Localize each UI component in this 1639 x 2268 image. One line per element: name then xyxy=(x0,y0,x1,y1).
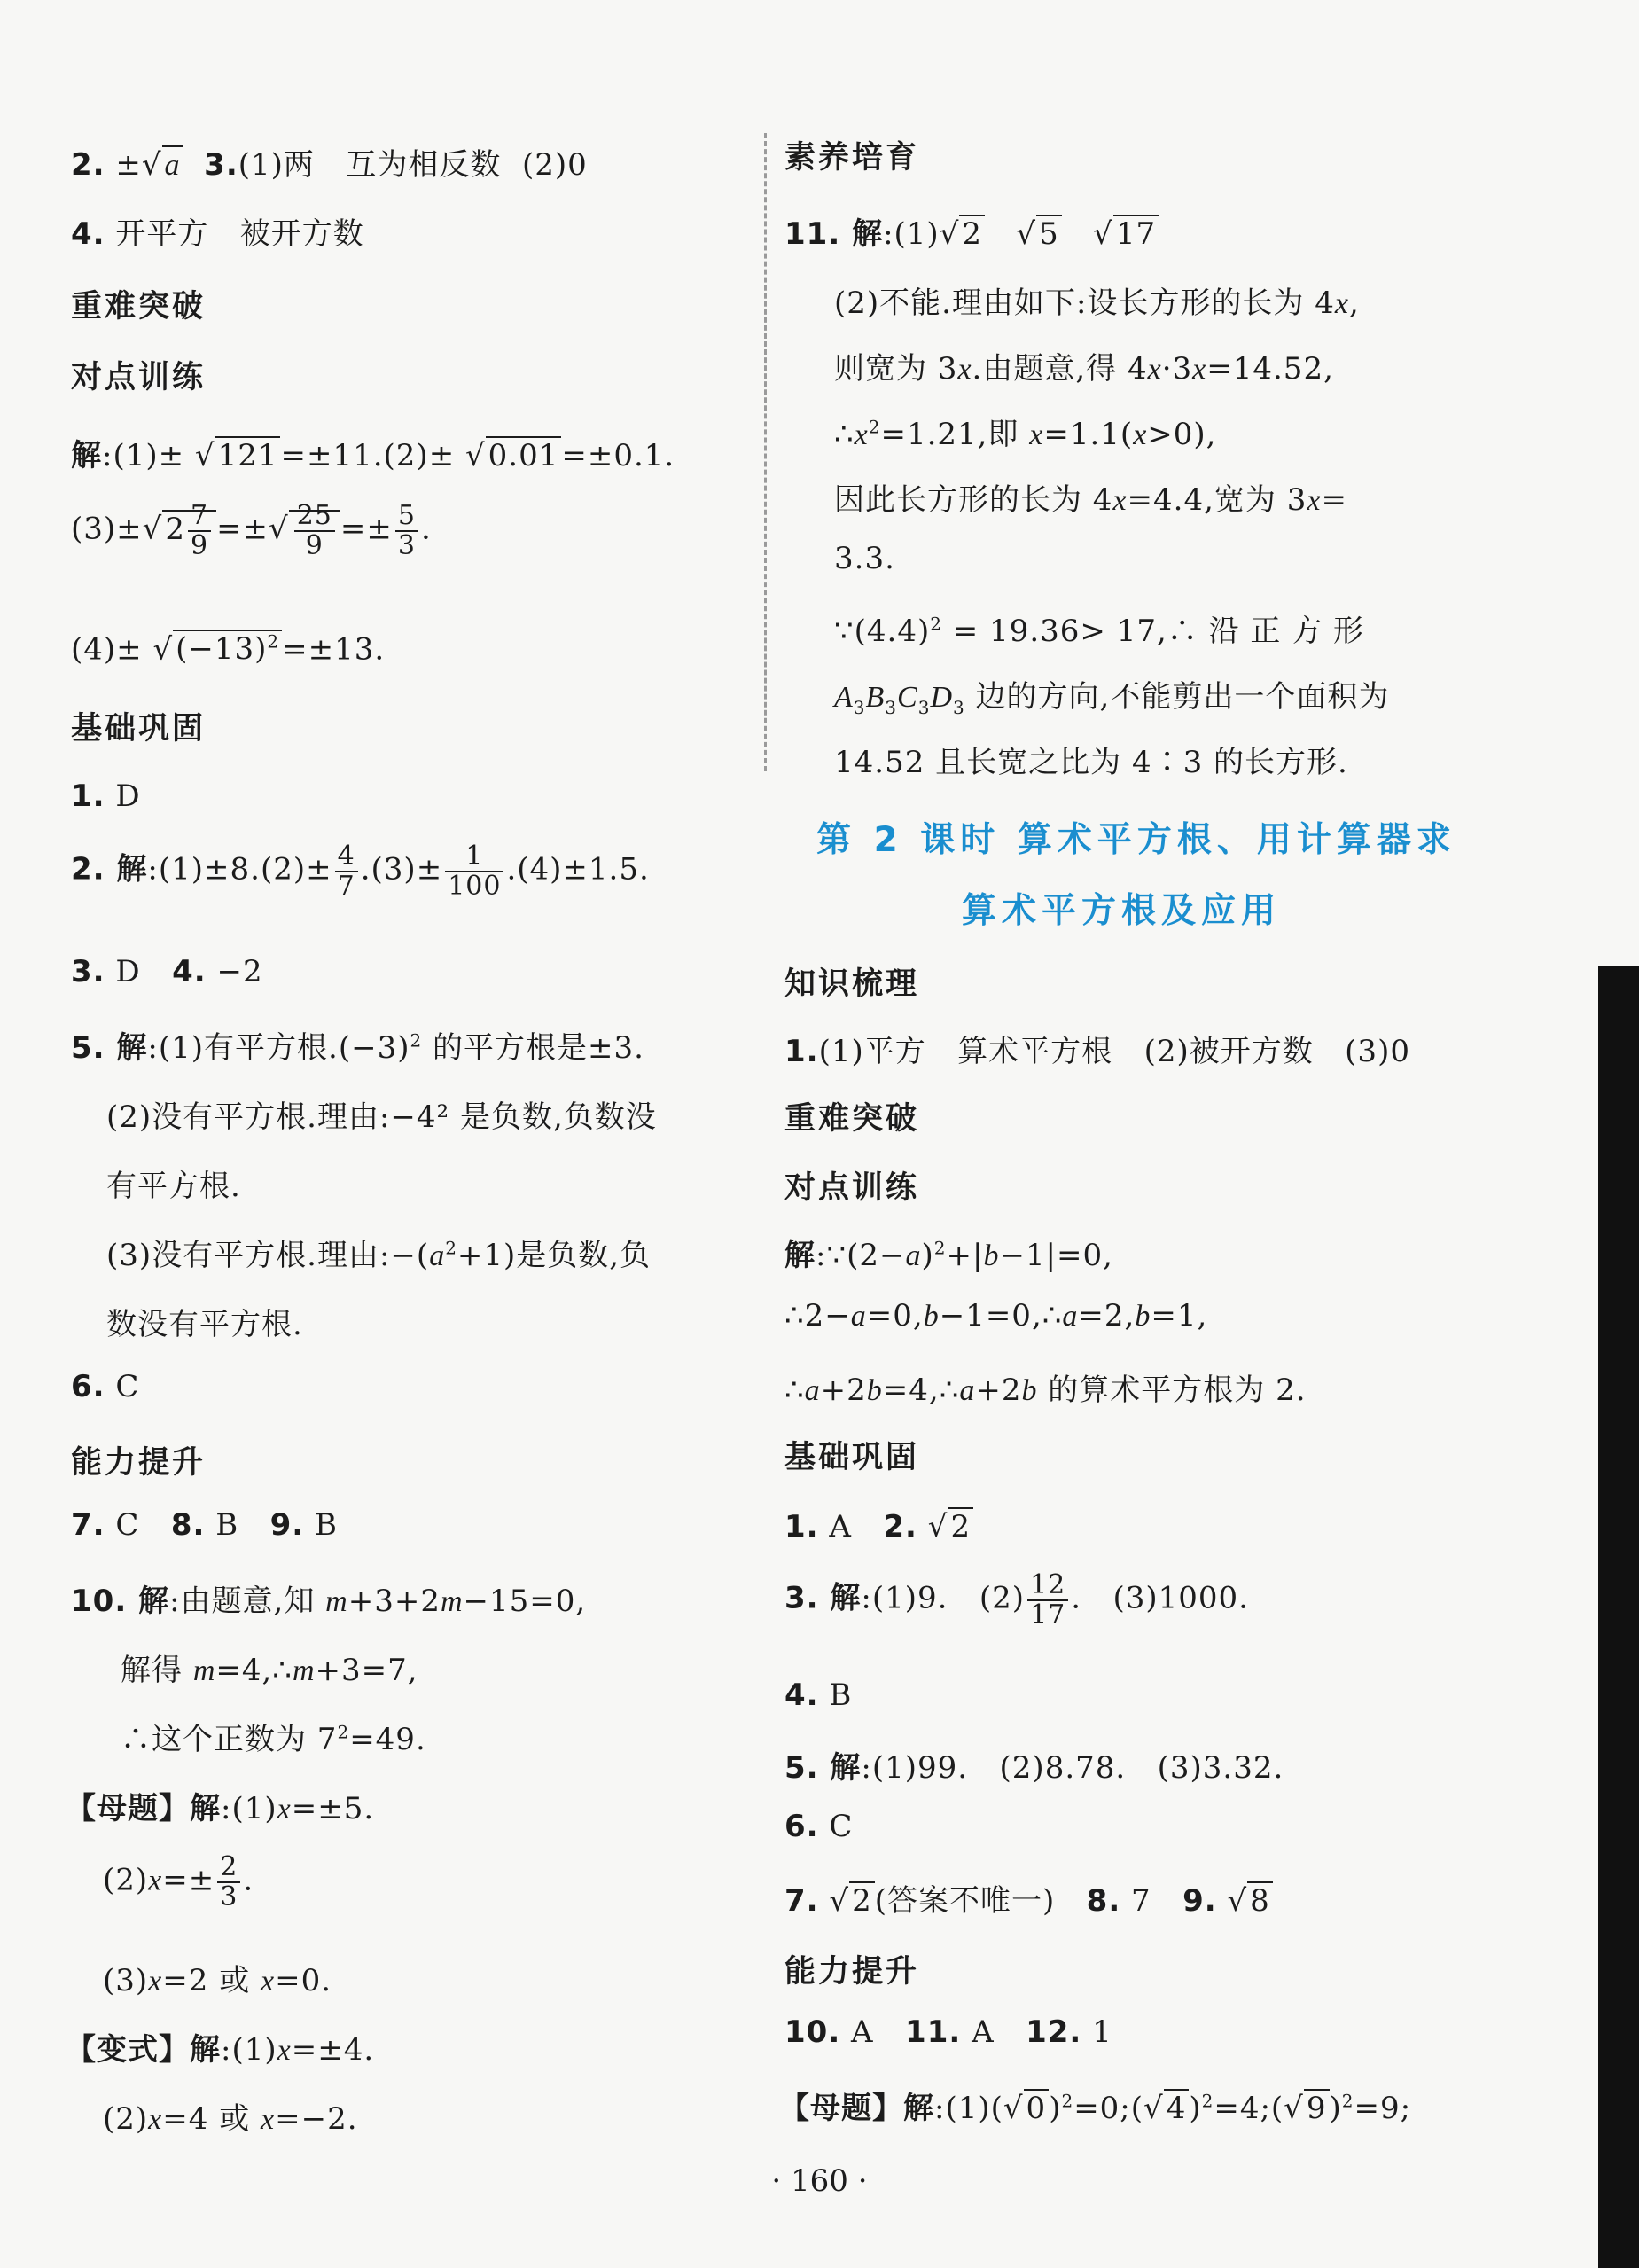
answer-line: 【母题】解:(1)x=±5. xyxy=(66,1791,375,1826)
lesson-title: 第 2 课时 算术平方根、用计算器求 xyxy=(816,820,1456,860)
answer-line: (3)没有平方根.理由$:-(a^2+1)$是负数,负 xyxy=(106,1237,652,1273)
subsection-heading: 对点训练 xyxy=(71,360,207,395)
section-heading: 基础巩固 xyxy=(71,711,207,747)
answer-line: 解:(1)± √121=±11.(2)± √0.01=±0.1. xyxy=(71,438,675,473)
section-heading: 素养培育 xyxy=(784,140,920,176)
answer-line: ∴这个正数为 $7^2=49$. xyxy=(121,1721,426,1757)
section-heading: 能力提升 xyxy=(71,1445,207,1481)
answer-line: 【母题】解$:(1)(√0)^2=0;(√4)^2=4;(√9)^2=9$; xyxy=(779,2090,1412,2126)
lesson-title: 算术平方根及应用 xyxy=(962,891,1282,931)
answer-line: 4. B xyxy=(784,1678,853,1713)
answer-line: (3)x=2 或 x=0. xyxy=(103,1963,332,1998)
answer-line: $A_3B_3C_3D_3$ 边的方向,不能剪出一个面积为 xyxy=(834,679,1390,718)
section-heading: 知识梳理 xyxy=(784,966,920,1002)
answer-line: 3.3. xyxy=(834,541,895,576)
answer-line: 有平方根. xyxy=(106,1169,241,1204)
answer-line: 10. 解:由题意,知 m+3+2m−15=0, xyxy=(71,1584,587,1619)
answer-line: 因此长方形的长为 4x=4.4,宽为 3x= xyxy=(834,482,1347,518)
answer-line: 解得 m=4,∴m+3=7, xyxy=(121,1653,418,1688)
answer-line: 【变式】解:(1)x=±4. xyxy=(66,2032,375,2068)
answer-line: 7. C 8. B 9. B xyxy=(71,1507,338,1543)
section-heading: 重难突破 xyxy=(784,1101,920,1137)
scan-edge-shadow xyxy=(1598,966,1639,2268)
answer-line: 11. 解:(1)√2 √5 √17 xyxy=(784,209,1159,253)
answer-line: 3. 解:(1)9. (2) $\frac{12}{17}$ . (3)1000. xyxy=(784,1569,1249,1631)
answer-line: 1. A 2. √2 xyxy=(784,1509,973,1545)
answer-line: 7. √2(答案不唯一) 8. 7 9. √8 xyxy=(784,1876,1273,1920)
answer-line: 14.52 且长宽之比为 4∶3 的长方形. xyxy=(834,745,1348,780)
answer-line: (2)不能.理由如下:设长方形的长为 4x, xyxy=(834,285,1360,321)
section-heading: 重难突破 xyxy=(71,289,207,325)
answer-line: $\because(4.4)^2 = 19.36>$ 17,∴ 沿 正 方 形 xyxy=(834,613,1365,649)
section-heading: 基础巩固 xyxy=(784,1440,920,1475)
answer-line: 2. ±√a 3.(1)两 互为相反数 (2)0 xyxy=(71,147,588,183)
answer-line: 解$:\because(2-a)^2+|b-1|=0$, xyxy=(784,1237,1113,1273)
answer-line: (3)±√2 $\frac{7}{9}$ =±√ $\frac{25}{9}$ =± $\frac{5}{3}$ . xyxy=(71,500,432,561)
answer-line: 5. 解:(1)有平方根$.(-3)^2$ 的平方根是±3. xyxy=(71,1029,644,1066)
answer-line: 1. D xyxy=(71,778,141,814)
answer-line: 1.(1)平方 算术平方根 (2)被开方数 (3)0 xyxy=(784,1034,1410,1069)
answer-line: 4. 开平方 被开方数 xyxy=(71,216,364,252)
answer-line: $(4)\pm √(-13)^2=\pm 13$. xyxy=(71,631,386,668)
answer-line: 则宽为 3x.由题意,得 4x·3x=14.52, xyxy=(834,351,1334,387)
answer-line: 5. 解:(1)99. (2)8.78. (3)3.32. xyxy=(784,1750,1284,1786)
answer-line: 6. C xyxy=(784,1809,854,1844)
answer-line: 2. 解:(1)±8.(2)± $\frac{4}{7}$ .(3)± $\frac{1}{100}$ .(4)±1.5. xyxy=(71,841,650,902)
section-heading: 能力提升 xyxy=(784,1954,920,1990)
page-number: · 160 · xyxy=(771,2163,868,2199)
answer-line: 数没有平方根. xyxy=(106,1307,303,1342)
answer-line: (2)没有平方根.理由:−4² 是负数,负数没 xyxy=(106,1099,657,1135)
answer-line: 6. C xyxy=(71,1369,140,1404)
answer-line: ∴2−a=0,b−1=0,∴a=2,b=1, xyxy=(784,1298,1208,1333)
answer-line: (2)x=4 或 x=−2. xyxy=(103,2101,358,2137)
answer-line: $\therefore x^2=1.21$,即 x=1.1(x>0), xyxy=(834,416,1217,452)
subsection-heading: 对点训练 xyxy=(784,1170,920,1206)
answer-line: ∴a+2b=4,∴a+2b 的算术平方根为 2. xyxy=(784,1373,1307,1408)
answer-line: (2)x=± $\frac{2}{3}$ . xyxy=(103,1851,254,1912)
answer-line: 3. D 4. −2 xyxy=(71,954,263,989)
column-divider xyxy=(764,133,767,771)
answer-line: 10. A 11. A 12. 1 xyxy=(784,2014,1112,2050)
